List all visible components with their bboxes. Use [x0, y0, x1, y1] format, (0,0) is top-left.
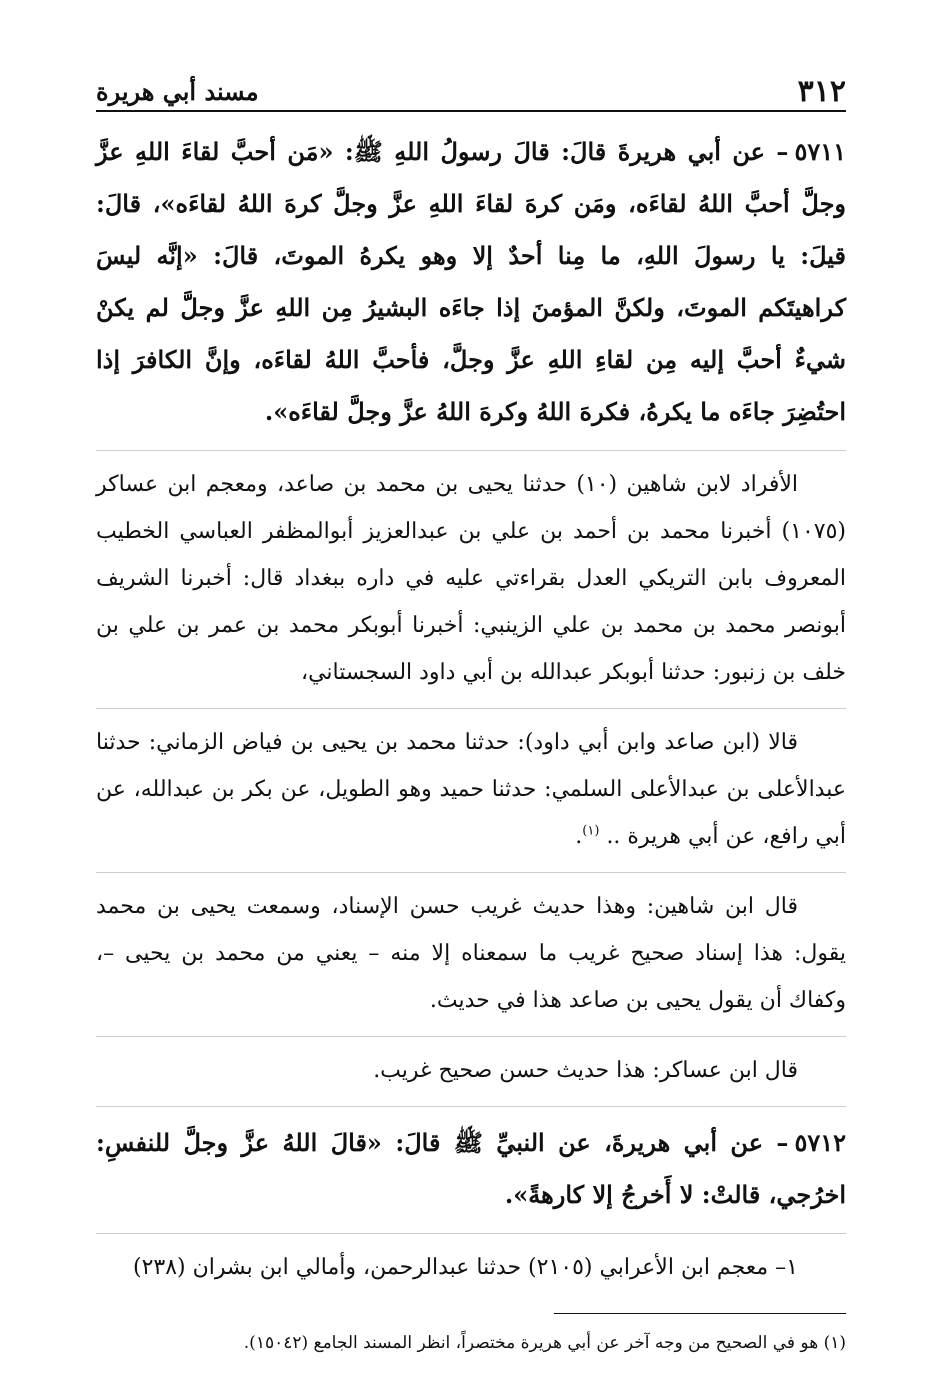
page-body [96, 126, 846, 1291]
hadith-5712 [96, 1117, 846, 1221]
section-divider [96, 1106, 846, 1107]
takhrij-text: قالا (ابن صاعد وابن أبي داود): حدثنا محمد بن يحيى بن فياض الزماني: حدثنا عبدالأعلى بن عبدالأعلى السلمي: حدثنا حميد وهو الطويل، عن بكر بن عبدالله، عن أبي رافع، عن أبي هريرة .. [96, 730, 846, 849]
running-title: مسند أبي هريرة [96, 77, 259, 106]
hadith-number: ٥٧١١ [794, 137, 846, 166]
hadith-5711 [96, 126, 846, 438]
footnote: (١) هو في الصحيح من وجه آخر عن أبي هريرة مختصراً، انظر المسند الجامع (١٥٠٤٢). [243, 1333, 846, 1353]
footnote-rule [554, 1313, 846, 1314]
takhrij-paragraph: ١– معجم ابن الأعرابي (٢١٠٥) حدثنا عبدالرحمن، وأمالي ابن بشران (٢٣٨) [133, 1255, 798, 1280]
section-divider [96, 1036, 846, 1037]
hadith-text: – عن أبي هريرةَ قالَ: قالَ رسولُ اللهِ ﷺ: «مَن أحبَّ لقاءَ اللهِ عزَّ وجلَّ أحبَّ اللهُ لقاءَه، ومَن كرهَ لقاءَ اللهِ عزَّ وجلَّ كرهَ اللهُ لقاءَه»، قالَ: قيلَ: يا رسولَ اللهِ، ما مِنا أحدٌ إلا وهو يكرهُ الموتَ، قالَ: «إنَّه ليسَ كراهيتَكم الموتَ، ولكنَّ المؤمنَ إذا جاءَه البشيرُ مِن اللهِ عزَّ وجلَّ لم يكنْ شيءٌ أحبَّ إليه مِن لقاءِ اللهِ عزَّ وجلَّ، فأحبَّ اللهُ لقاءَه، وإنَّ الكافرَ إذا احتُضِرَ جاءَه ما يكرهُ، فكرهَ اللهُ وكرهَ اللهُ عزَّ وجلَّ لقاءَه». [96, 137, 846, 426]
page-header [96, 70, 846, 112]
section-divider [96, 708, 846, 709]
takhrij-paragraph: قال ابن عساكر: هذا حديث حسن صحيح غريب. [373, 1058, 798, 1083]
takhrij-paragraph: الأفراد لابن شاهين (١٠) حدثنا يحيى بن محمد بن صاعد، ومعجم ابن عساكر (١٠٧٥) أخبرنا محمد بن أحمد بن علي بن عبدالعزيز أبوالمظفر العباسي الخطيب المعروف بابن التريكي العدل بقراءتي عليه في داره ببغداد قال: أخبرنا الشريف أبونصر محمد بن محمد بن علي الزينبي: أخبرنا أبوبكر محمد بن عمر بن علي بن خلف بن زنبور: حدثنا أبوبكر عبدالله بن أبي داود السجستاني، [96, 472, 846, 685]
section-divider [96, 872, 846, 873]
footnote-reference: (١) [582, 823, 600, 839]
hadith-text: – عن أبي هريرةَ، عن النبيِّ ﷺ قالَ: «قالَ اللهُ عزَّ وجلَّ للنفسِ: اخرُجي، قالتْ: لا أَخرجُ إلا كارهةً». [96, 1128, 846, 1209]
section-divider [96, 1233, 846, 1234]
hadith-number: ٥٧١٢ [794, 1128, 846, 1157]
takhrij-paragraph: قال ابن شاهين: وهذا حديث غريب حسن الإسناد، وسمعت يحيى بن محمد يقول: هذا إسناد صحيح غريب ما سمعناه إلا منه – يعني من محمد بن يحيى –، وكفاك أن يقول يحيى بن صاعد هذا في حديث. [96, 894, 846, 1013]
takhrij-paragraph: قالا (ابن صاعد وابن أبي داود): حدثنا محمد بن يحيى بن فياض الزماني: حدثنا عبدالأعلى بن عبدالأعلى السلمي: حدثنا حميد وهو الطويل، عن بكر بن عبدالله، عن أبي رافع، عن أبي هريرة .. $^{(١)}$. [96, 730, 846, 849]
page [96, 70, 846, 1358]
section-divider [96, 450, 846, 451]
page-number: ٣١٢ [797, 74, 846, 109]
